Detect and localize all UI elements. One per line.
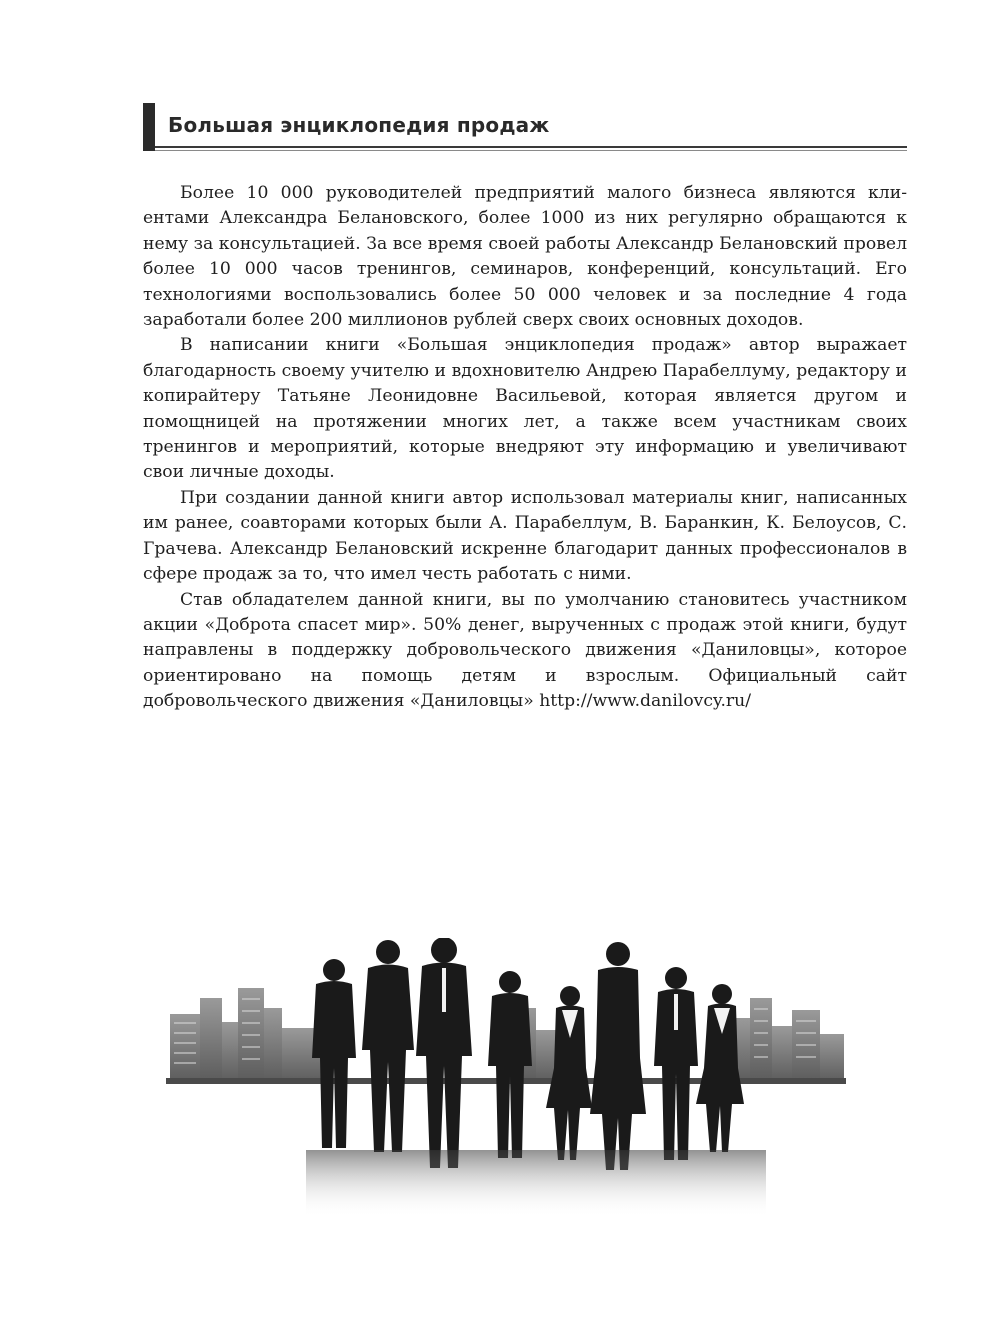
page-header [143, 103, 907, 151]
header-accent-bar [143, 103, 155, 151]
floor-reflection [306, 1150, 766, 1218]
header-rule [155, 146, 907, 148]
header-rule-thin [155, 150, 907, 151]
business-people-silhouette-icon [166, 938, 846, 1218]
body-text [143, 181, 907, 715]
paragraph-coauthors: При создании данной книги автор использовал материалы книг, написанных им ранее, соавторами которых были А. Парабеллум, В. Баранкин, К. Белоусов, С. Грачева. Александр Белановский искренне благодарит данных профессионалов в сфере продаж за то, что имел честь работать с ними. [143, 487, 907, 585]
running-header-title: Большая энциклопедия продаж [168, 113, 550, 137]
people-silhouettes [312, 938, 744, 1170]
paragraph-charity: Став обладателем данной книги, вы по умолчанию становитесь участником акции «Доброта спасет мир». 50% денег, вырученных с продаж этой книги, будут направлены в поддержку добровольческого движения «Даниловцы», которое ориентировано на помощь детям и взрослым. Официальный сайт добровольческого движения «Даниловцы» http://www.danilovcy.ru/ [143, 589, 907, 712]
paragraph-clients: Более 10 000 руководителей предприятий малого бизнеса являются клиентами Александра Белановского, более 1000 из них регулярно обращаются к нему за консультацией. За все время своей работы Александр Белановский провел более 10 000 часов тренингов, семинаров, конференций, консультаций. Его технологиями воспользовались более 50 000 человек и за последние 4 года заработали более 200 миллионов рублей сверх своих основных доходов. [143, 183, 907, 331]
paragraph-acknowledgements: В написании книги «Большая энциклопедия продаж» автор выражает благодарность своему учителю и вдохновителю Андрею Парабеллуму, редактору и копирайтеру Татьяне Леонидовне Васильевой, которая является другом и помощницей на протяжении многих лет, а также всем участникам своих тренингов и мероприятий, которые внедряют эту информацию и увеличивают свои личные доходы. [143, 335, 907, 483]
